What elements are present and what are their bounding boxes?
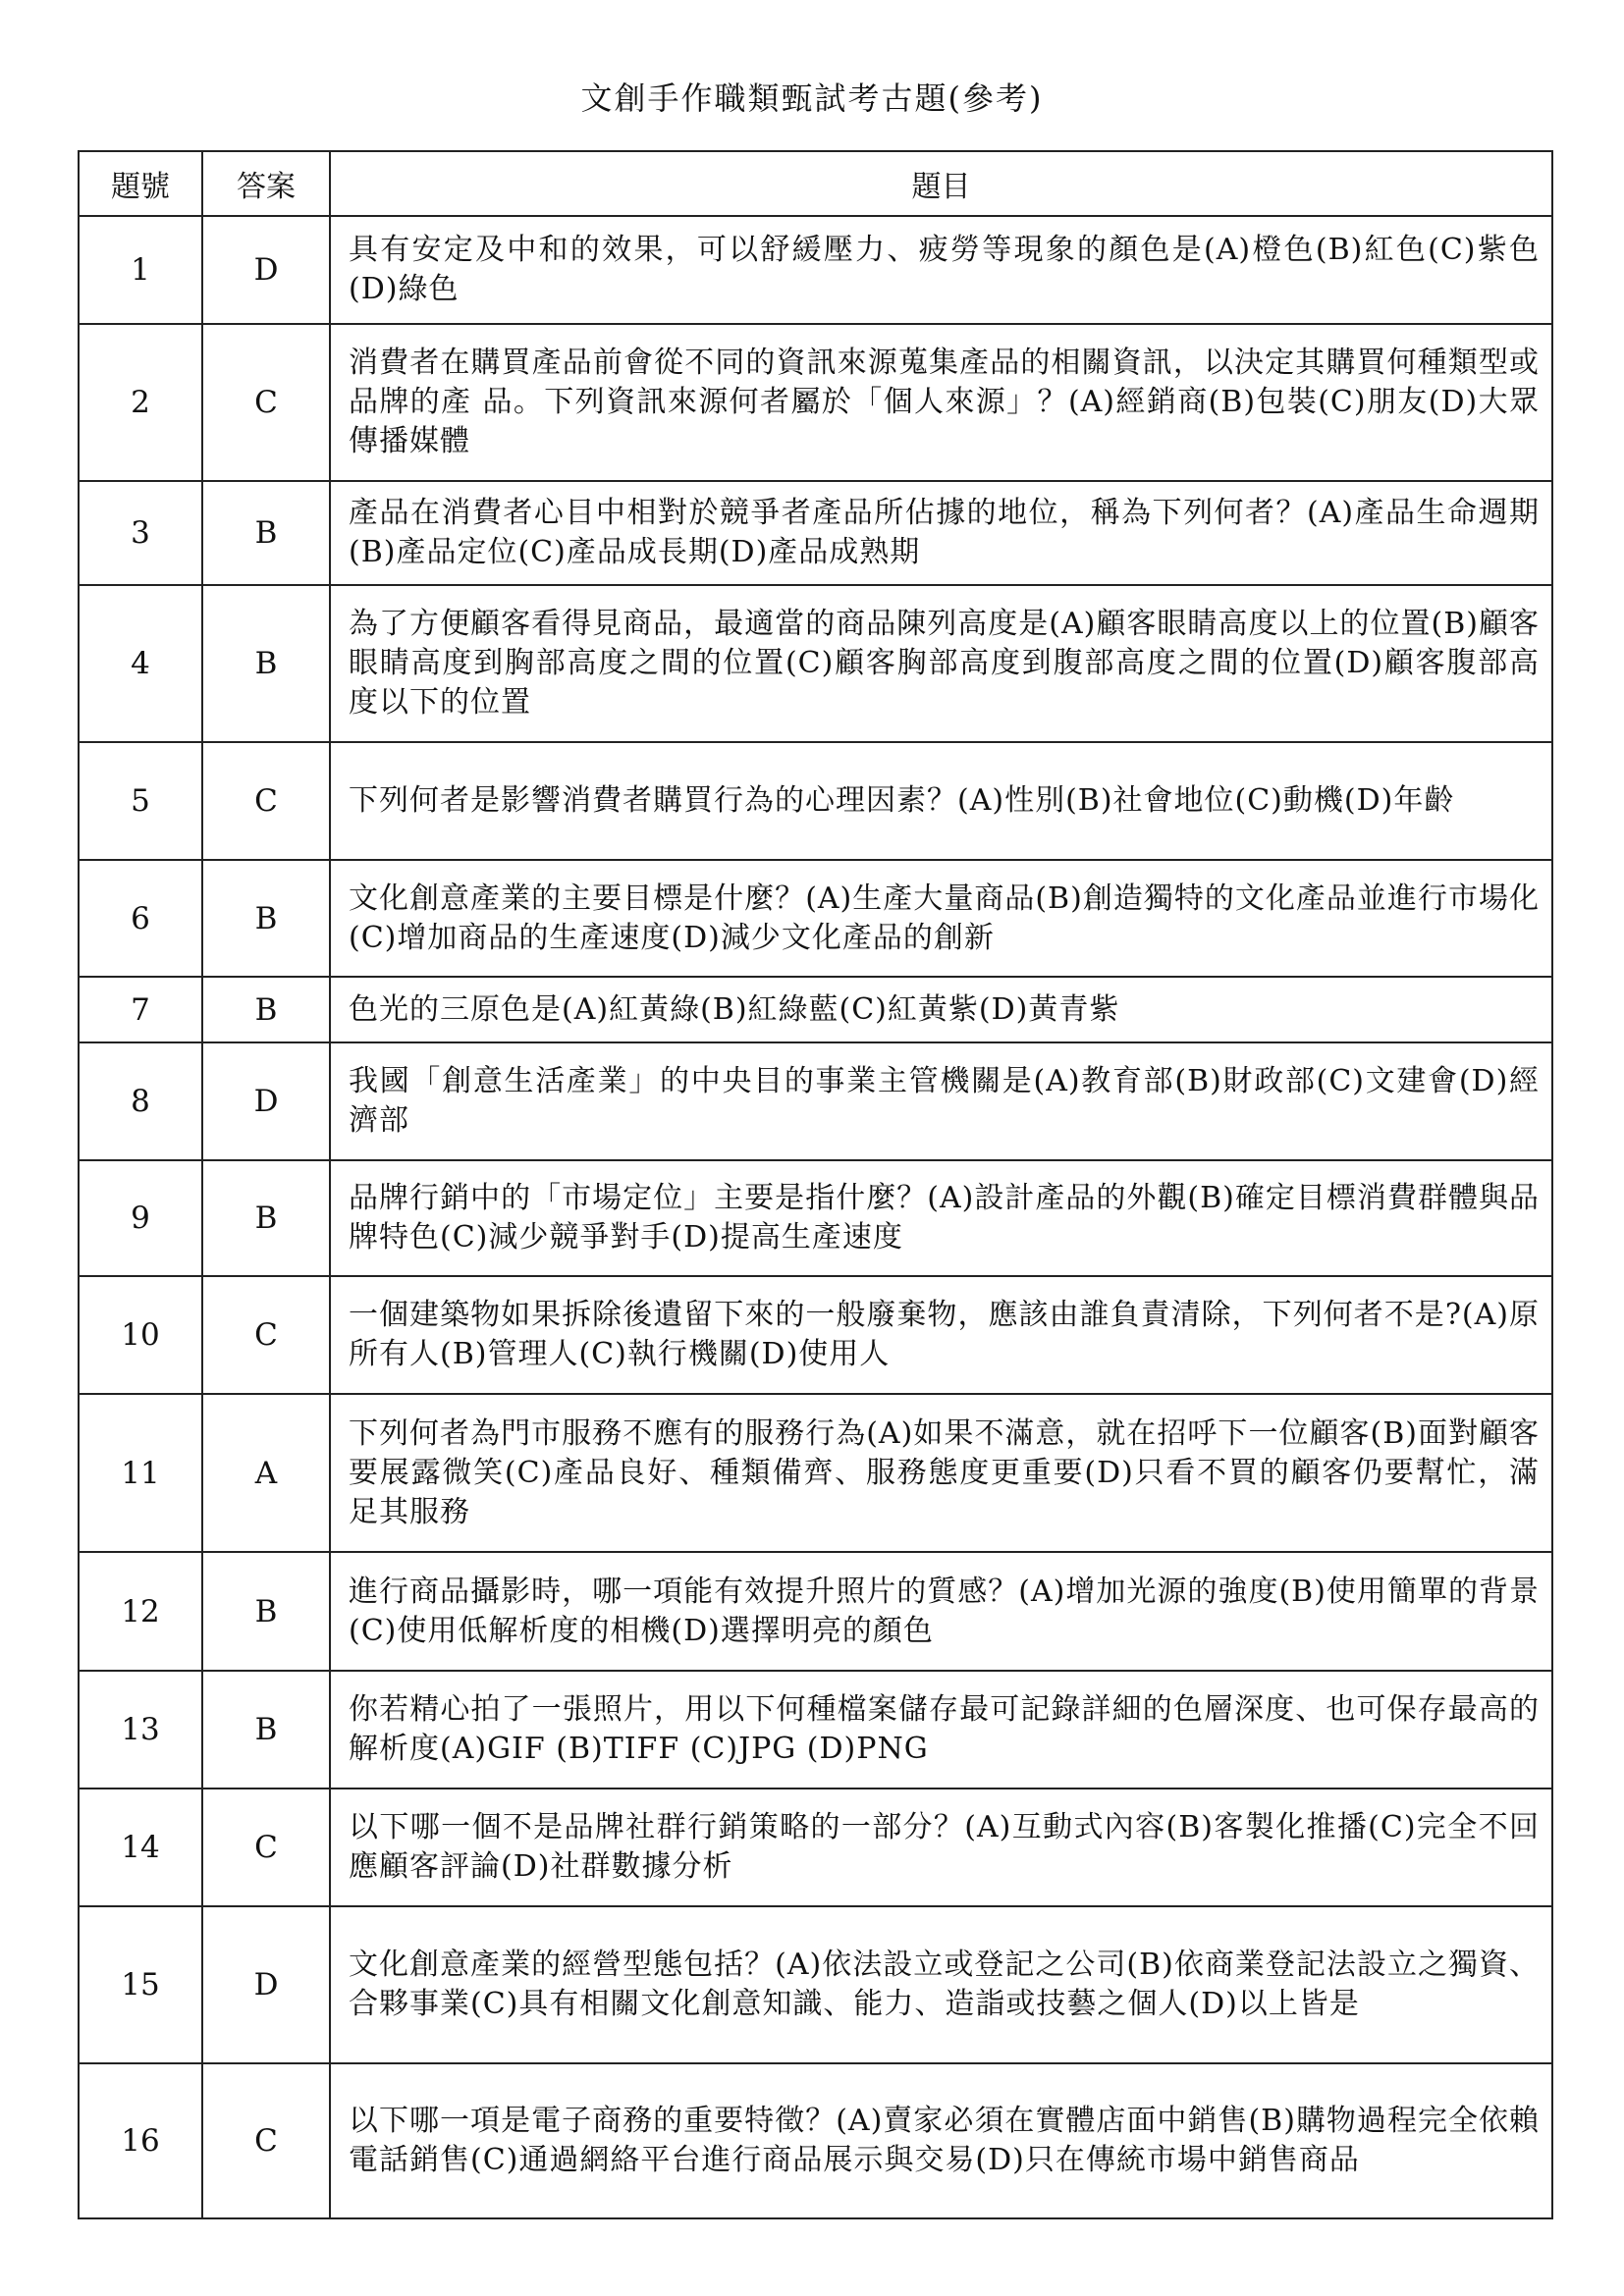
question-number: 9 <box>79 1160 202 1276</box>
header-row <box>79 151 1552 216</box>
page-title: 文創手作職類甄試考古題(參考) <box>580 80 1044 117</box>
table-row <box>79 742 1552 860</box>
question-text: 你若精心拍了一張照片，用以下何種檔案儲存最可記錄詳細的色層深度、也可保存最高的解析度(A)GIF (B)TIFF (C)JPG (D)PNG <box>330 1671 1552 1789</box>
table-row <box>79 860 1552 977</box>
answer-cell: B <box>202 1671 330 1789</box>
answer-cell: B <box>202 860 330 977</box>
answer-cell: C <box>202 1789 330 1906</box>
answer-cell: A <box>202 1394 330 1552</box>
question-number: 4 <box>79 585 202 742</box>
question-number: 15 <box>79 1906 202 2063</box>
table-row <box>79 481 1552 585</box>
question-number: 6 <box>79 860 202 977</box>
answer-cell: C <box>202 324 330 481</box>
question-text: 以下哪一個不是品牌社群行銷策略的一部分？(A)互動式內容(B)客製化推播(C)完全不回應顧客評論(D)社群數據分析 <box>330 1789 1552 1906</box>
question-number: 12 <box>79 1552 202 1671</box>
question-text: 文化創意產業的主要目標是什麼？(A)生產大量商品(B)創造獨特的文化產品並進行市場化(C)增加商品的生產速度(D)減少文化產品的創新 <box>330 860 1552 977</box>
question-text: 下列何者是影響消費者購買行為的心理因素？(A)性別(B)社會地位(C)動機(D)年齡 <box>330 742 1552 860</box>
answer-cell: C <box>202 742 330 860</box>
question-text: 文化創意產業的經營型態包括？(A)依法設立或登記之公司(B)依商業登記法設立之獨資、合夥事業(C)具有相關文化創意知識、能力、造詣或技藝之個人(D)以上皆是 <box>330 1906 1552 2063</box>
question-text: 色光的三原色是(A)紅黃綠(B)紅綠藍(C)紅黃紫(D)黃青紫 <box>330 977 1552 1042</box>
table-row <box>79 977 1552 1042</box>
question-number: 5 <box>79 742 202 860</box>
answer-cell: C <box>202 1276 330 1394</box>
question-text: 我國「創意生活產業」的中央目的事業主管機關是(A)教育部(B)財政部(C)文建會(D)經濟部 <box>330 1042 1552 1160</box>
question-number: 14 <box>79 1789 202 1906</box>
table-row <box>79 324 1552 481</box>
table-row <box>79 216 1552 324</box>
table-row <box>79 1160 1552 1276</box>
answer-cell: B <box>202 585 330 742</box>
question-number: 2 <box>79 324 202 481</box>
table-row <box>79 2063 1552 2218</box>
table-row <box>79 1671 1552 1789</box>
answer-cell: D <box>202 1906 330 2063</box>
header-question: 題目 <box>330 151 1552 216</box>
table-body <box>79 216 1552 2218</box>
question-text: 下列何者為門市服務不應有的服務行為(A)如果不滿意，就在招呼下一位顧客(B)面對顧客要展露微笑(C)產品良好、種類備齊、服務態度更重要(D)只看不買的顧客仍要幫忙，滿足其服務 <box>330 1394 1552 1552</box>
table-row <box>79 1394 1552 1552</box>
question-text: 消費者在購買產品前會從不同的資訊來源蒐集產品的相關資訊，以決定其購買何種類型或品牌的產 品。下列資訊來源何者屬於「個人來源」？(A)經銷商(B)包裝(C)朋友(D)大眾傳播媒體 <box>330 324 1552 481</box>
answer-cell: B <box>202 1160 330 1276</box>
question-text: 進行商品攝影時，哪一項能有效提升照片的質感？(A)增加光源的強度(B)使用簡單的背景(C)使用低解析度的相機(D)選擇明亮的顏色 <box>330 1552 1552 1671</box>
header-number: 題號 <box>79 151 202 216</box>
table-row <box>79 1042 1552 1160</box>
table-row <box>79 1906 1552 2063</box>
answer-cell: D <box>202 1042 330 1160</box>
question-text: 品牌行銷中的「市場定位」主要是指什麼？(A)設計產品的外觀(B)確定目標消費群體與品牌特色(C)減少競爭對手(D)提高生產速度 <box>330 1160 1552 1276</box>
question-number: 13 <box>79 1671 202 1789</box>
exam-table <box>78 150 1553 2219</box>
table-row <box>79 585 1552 742</box>
question-text: 以下哪一項是電子商務的重要特徵？(A)賣家必須在實體店面中銷售(B)購物過程完全依賴電話銷售(C)通過網絡平台進行商品展示與交易(D)只在傳統市場中銷售商品 <box>330 2063 1552 2218</box>
question-number: 7 <box>79 977 202 1042</box>
question-number: 11 <box>79 1394 202 1552</box>
answer-cell: D <box>202 216 330 324</box>
question-text: 產品在消費者心目中相對於競爭者產品所佔據的地位，稱為下列何者？(A)產品生命週期(B)產品定位(C)產品成長期(D)產品成熟期 <box>330 481 1552 585</box>
answer-cell: C <box>202 2063 330 2218</box>
table-row <box>79 1552 1552 1671</box>
header-answer: 答案 <box>202 151 330 216</box>
question-text: 具有安定及中和的效果，可以舒緩壓力、疲勞等現象的顏色是(A)橙色(B)紅色(C)紫色(D)綠色 <box>330 216 1552 324</box>
question-text: 一個建築物如果拆除後遺留下來的一般廢棄物，應該由誰負責清除，下列何者不是?(A)原所有人(B)管理人(C)執行機關(D)使用人 <box>330 1276 1552 1394</box>
question-number: 1 <box>79 216 202 324</box>
question-number: 8 <box>79 1042 202 1160</box>
answer-cell: B <box>202 977 330 1042</box>
question-number: 10 <box>79 1276 202 1394</box>
answer-cell: B <box>202 481 330 585</box>
question-text: 為了方便顧客看得見商品，最適當的商品陳列高度是(A)顧客眼睛高度以上的位置(B)顧客眼睛高度到胸部高度之間的位置(C)顧客胸部高度到腹部高度之間的位置(D)顧客腹部高度以下的位置 <box>330 585 1552 742</box>
question-number: 16 <box>79 2063 202 2218</box>
answer-cell: B <box>202 1552 330 1671</box>
table-row <box>79 1276 1552 1394</box>
question-number: 3 <box>79 481 202 585</box>
table-row <box>79 1789 1552 1906</box>
table-header <box>79 151 1552 216</box>
